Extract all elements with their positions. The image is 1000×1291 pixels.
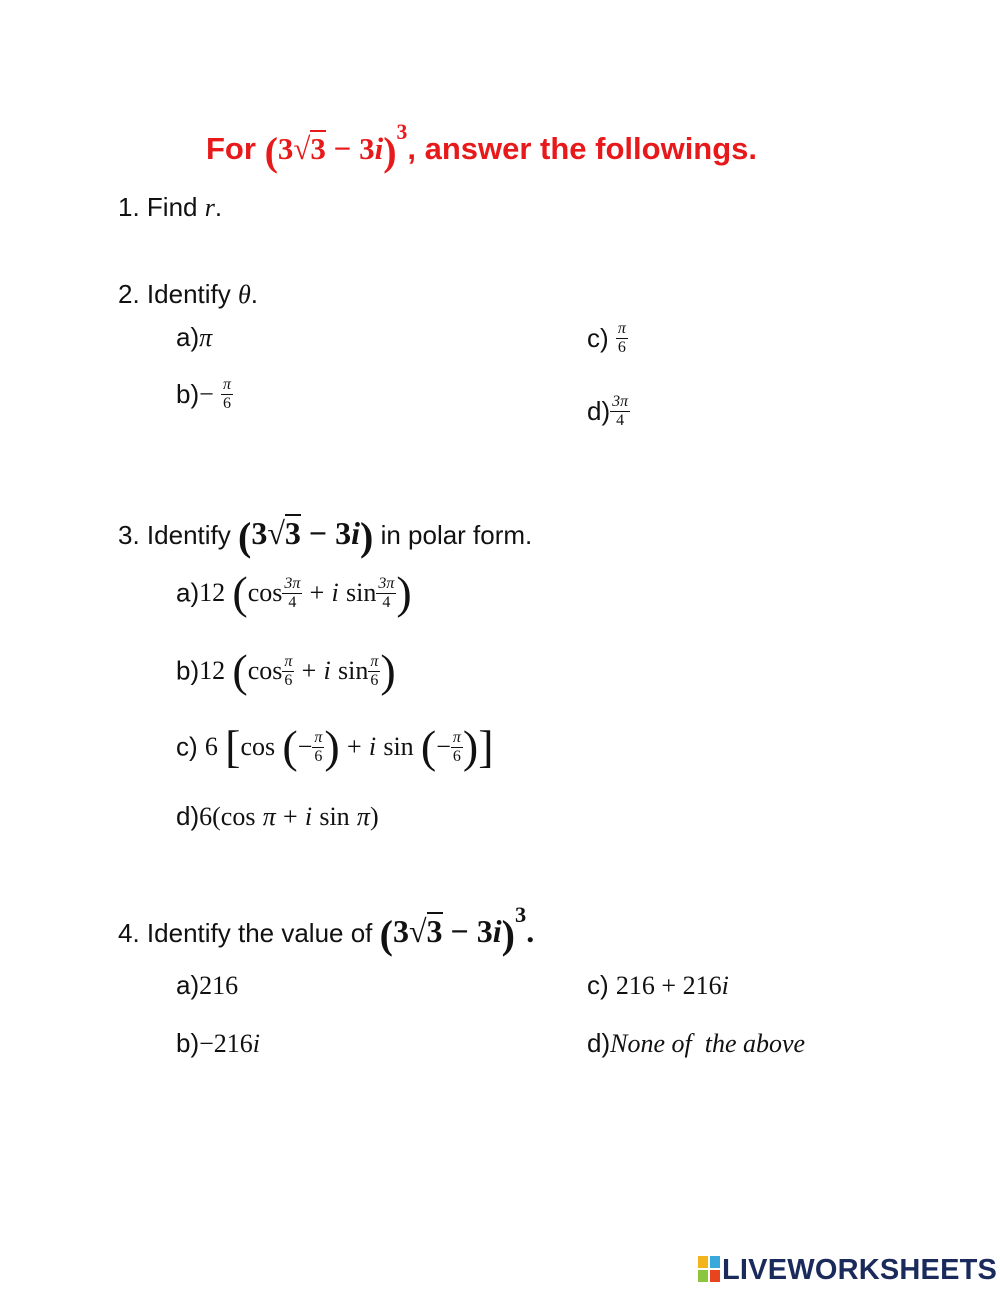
title-coef: 3 <box>277 131 294 166</box>
q3-a-den2: 4 <box>382 593 391 611</box>
q3-a-den1: 4 <box>288 593 297 611</box>
q4-b-label: b) <box>176 1028 200 1058</box>
q2-text: Identify <box>146 279 231 309</box>
q3-c-den1: 6 <box>314 747 323 765</box>
q3-b-paren-open: ( <box>232 645 248 696</box>
q2-option-c[interactable] <box>587 320 628 357</box>
q3-b-cos: cos <box>247 656 283 685</box>
q3-c-num2: π <box>452 728 461 746</box>
q2-number: 2. <box>118 279 140 309</box>
q3-c-plus: + <box>346 732 362 761</box>
q4-text: Identify the value of <box>146 918 373 948</box>
q3-d-coef: 6 <box>199 802 213 831</box>
q3-c-sign1: − <box>297 732 313 761</box>
q2-d-label: d) <box>587 396 611 426</box>
question-2 <box>118 279 258 310</box>
q2-d-num: 3π <box>612 393 629 410</box>
q3-c-sign2: − <box>436 732 451 761</box>
worksheet-title <box>206 120 758 174</box>
q1-var: r <box>204 193 215 222</box>
q4-b-i: i <box>252 1029 261 1058</box>
liveworksheets-icon <box>698 1256 720 1282</box>
liveworksheets-logo <box>698 1254 997 1287</box>
q3-a-coef: 12 <box>199 578 226 607</box>
q4-number: 4. <box>118 918 140 948</box>
q3-b-plus: + <box>301 656 317 685</box>
q4-a-value: 216 <box>199 971 239 1000</box>
q3-c-frac1 <box>312 729 324 766</box>
q4-option-c[interactable] <box>587 970 729 1001</box>
q3-b-label: b) <box>176 655 200 686</box>
q2-c-den: 6 <box>617 339 626 356</box>
q3-expression: (3√3 − 3i) <box>237 514 374 559</box>
q3-expr-rad: 3 <box>284 515 301 551</box>
q3-b-den2: 6 <box>370 671 379 689</box>
q2-option-a[interactable] <box>176 322 212 353</box>
q2-b-sign: − <box>199 379 214 409</box>
q3-a-frac2 <box>376 575 396 612</box>
q3-c-coef: 6 <box>204 732 218 761</box>
q3-c-paren2-close: ) <box>462 721 479 772</box>
q4-option-d[interactable] <box>587 1028 805 1059</box>
q4-option-b[interactable] <box>176 1028 260 1059</box>
q3-b-num1: π <box>284 652 293 670</box>
q3-a-num1: 3π <box>284 574 301 592</box>
q3-expr-rest: − 3 <box>300 515 352 551</box>
q3-c-i: i <box>368 732 377 761</box>
liveworksheets-text: LIVEWORKSHEETS <box>722 1254 998 1286</box>
q2-c-fraction <box>616 320 628 357</box>
title-prefix: For <box>206 131 256 166</box>
q3-a-plus: + <box>309 578 325 607</box>
title-i: i <box>374 131 384 166</box>
q3-d-plus: + <box>282 802 298 831</box>
q3-c-sin: sin <box>383 732 414 761</box>
q4-a-label: a) <box>176 970 200 1000</box>
title-minus-term: − 3 <box>325 131 375 166</box>
q3-b-num2: π <box>370 652 379 670</box>
q3-c-paren1-close: ) <box>324 721 340 772</box>
q3-expr-coef: 3 <box>251 515 268 551</box>
q2-c-label: c) <box>587 323 609 353</box>
q3-option-a[interactable] <box>176 567 412 618</box>
q3-number: 3. <box>118 520 140 550</box>
q4-expression: $(3√3 - 3i)^3$. <box>379 901 535 957</box>
q3-d-arg2: π <box>356 802 370 831</box>
q4-end: . <box>526 913 535 949</box>
q2-a-value: π <box>199 323 213 352</box>
q4-expr-coef: 3 <box>392 913 409 949</box>
q4-option-a[interactable] <box>176 970 238 1001</box>
q3-a-num2: 3π <box>378 574 395 592</box>
q3-d-cos: cos <box>220 802 256 831</box>
q3-b-i: i <box>323 656 331 685</box>
title-paren-close: ) <box>383 129 397 174</box>
q2-d-fraction <box>610 393 630 430</box>
q3-c-label: c) <box>176 731 198 762</box>
title-power: 3 <box>396 120 408 145</box>
q2-b-label: b) <box>176 379 200 409</box>
q4-c-value: 216 + 216 <box>615 971 722 1000</box>
q3-option-c[interactable] <box>176 721 494 772</box>
q3-a-sin: sin <box>345 578 377 607</box>
q3-text: Identify <box>146 520 231 550</box>
q3-c-den2: 6 <box>452 747 461 765</box>
q4-c-i: i <box>721 971 729 1000</box>
q4-d-value: None of the above <box>610 1029 806 1058</box>
q4-expr-rest: − 3 <box>442 913 493 949</box>
q3-c-bracket-open: [ <box>225 721 241 772</box>
q3-d-paren-close: ) <box>369 802 379 831</box>
q2-d-den: 4 <box>616 412 625 429</box>
q1-text: Find <box>146 192 198 222</box>
q4-expr-rad: 3 <box>426 913 443 949</box>
q1-end: . <box>214 192 223 222</box>
question-1 <box>118 192 222 223</box>
q3-option-b[interactable] <box>176 645 396 696</box>
q3-d-i: i <box>304 802 313 831</box>
q4-b-value: −216 <box>199 1029 253 1058</box>
q3-a-paren-close: ) <box>396 567 412 618</box>
q2-b-num: π <box>223 376 232 393</box>
q3-c-frac2 <box>451 729 463 766</box>
q2-option-b[interactable] <box>176 376 233 413</box>
q3-c-paren1-open: ( <box>282 721 298 772</box>
q1-number: 1. <box>118 192 140 222</box>
q4-d-label: d) <box>587 1028 611 1058</box>
q3-d-arg1: π <box>262 802 276 831</box>
q2-b-den: 6 <box>223 395 232 412</box>
q2-b-fraction <box>221 376 233 413</box>
q3-c-cos: cos <box>240 732 276 761</box>
q3-b-paren-close: ) <box>380 645 396 696</box>
question-4 <box>118 901 535 957</box>
q3-b-sin: sin <box>337 656 369 685</box>
q3-a-paren-open: ( <box>232 567 248 618</box>
q3-d-label: d) <box>176 801 200 831</box>
q3-b-frac2 <box>368 653 380 690</box>
q2-var: θ <box>237 280 251 309</box>
q3-c-paren2-open: ( <box>420 721 437 772</box>
q3-option-d[interactable] <box>176 801 379 832</box>
q4-power: 3 <box>514 901 527 927</box>
title-paren-open: ( <box>264 129 278 174</box>
q2-option-d[interactable] <box>587 393 630 430</box>
q2-c-num: π <box>617 320 626 337</box>
q3-a-label: a) <box>176 577 200 608</box>
q3-suffix: in polar form. <box>380 520 533 550</box>
title-radicand: 3 <box>310 131 326 166</box>
q3-b-coef: 12 <box>199 656 226 685</box>
title-suffix: , answer the followings. <box>407 131 758 166</box>
q3-d-sin: sin <box>319 802 350 831</box>
q3-b-frac1 <box>282 653 294 690</box>
q3-a-i: i <box>331 578 339 607</box>
q3-c-bracket-close: ] <box>478 721 494 772</box>
title-expression: $(3√3 - 3i)^3$ <box>264 120 408 174</box>
q4-expr-i: i <box>492 913 502 949</box>
q3-a-frac1 <box>282 575 302 612</box>
q3-c-num1: π <box>314 728 323 746</box>
q3-b-den1: 6 <box>284 671 293 689</box>
q2-a-label: a) <box>176 322 200 352</box>
q3-a-cos: cos <box>247 578 283 607</box>
q3-d-paren-open: ( <box>212 802 221 831</box>
q3-expr-i: i <box>351 515 360 551</box>
question-3 <box>118 514 532 557</box>
q2-end: . <box>250 279 258 309</box>
q4-c-label: c) <box>587 970 609 1000</box>
